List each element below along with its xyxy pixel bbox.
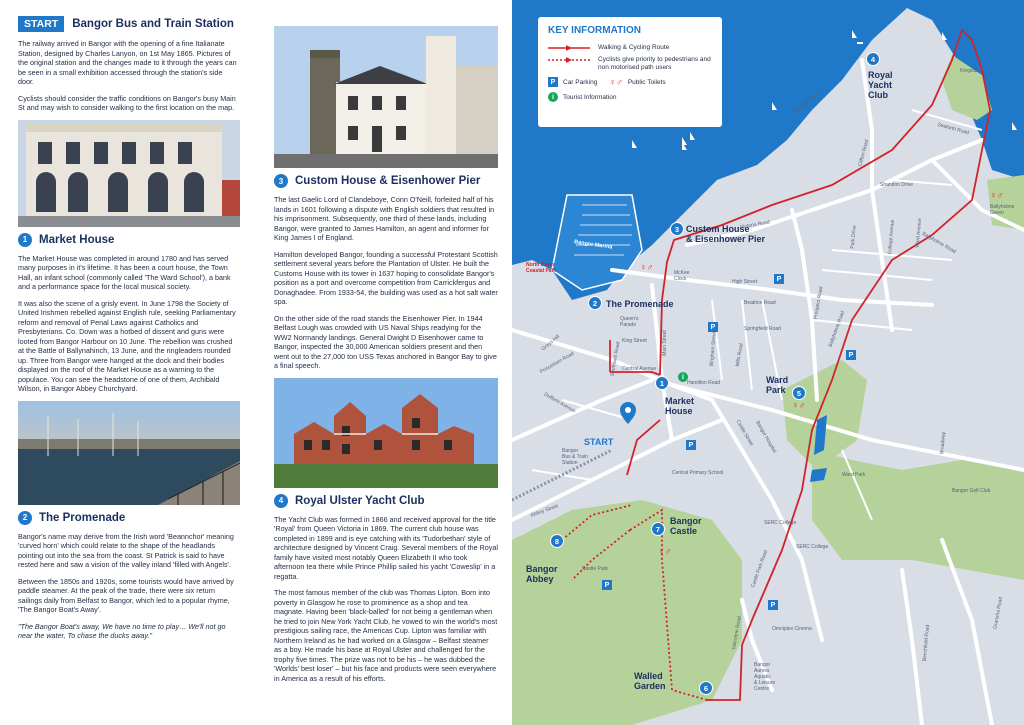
main-street-label: Main Street xyxy=(661,330,668,356)
map-stop-3-label: Custom House & Eisenhower Pier xyxy=(686,224,766,244)
map-stop-4-label: Royal Yacht Club xyxy=(868,70,893,100)
promenade-heading xyxy=(18,511,240,525)
custom-house-photo xyxy=(274,26,498,168)
promenade-photo xyxy=(18,401,240,505)
southwell-road-label: Southwell Road xyxy=(609,341,622,377)
map-stop-3-marker[interactable]: 3 xyxy=(670,222,684,236)
north-down-coastal-path-label: North Down Coastal Path xyxy=(526,262,557,274)
map-toilets-icon: ♀♂ xyxy=(990,190,1004,200)
yacht-club-title: Royal Ulster Yacht Club xyxy=(295,494,425,507)
map-stop-5-label: Ward Park xyxy=(766,375,789,395)
serc-college-label-1: SERC College xyxy=(764,520,797,526)
gransha-road-label: Gransha Road xyxy=(992,596,1005,630)
king-street-label: King Street xyxy=(622,338,647,344)
park-drive-label: Park Drive xyxy=(849,225,858,249)
ballyholme-road-label: Ballyholme Road xyxy=(921,230,957,256)
dufferin-avenue-label: Dufferin Avenue xyxy=(542,391,577,415)
seaforth-road-label: Seaforth Road xyxy=(936,121,970,137)
bangor-hospital-label: Bangor Hospital xyxy=(754,420,778,454)
key-icons-row xyxy=(548,77,712,87)
princetown-road-label: Princetown Road xyxy=(539,350,576,376)
map-stop-6-marker[interactable]: 6 xyxy=(699,681,713,695)
key-shared-label: Cyclists give priority to pedestrians and non motorised path users xyxy=(598,56,711,71)
high-street-label: High Street xyxy=(732,279,758,285)
map-stop-1-label: Market House xyxy=(665,396,695,416)
tourist-info-icon: i xyxy=(548,92,558,102)
start-paragraph-1: The railway arrived in Bangor with the opening of a fine Italianate Station, designed by Charles Lanyon, on 1st May 1865. Pictures of the original station and the changes made to it through the years can be seen in a small exhibition accessed through the station's side door. xyxy=(18,39,237,86)
omniplex-label: Omniplex Cinema xyxy=(772,626,812,632)
map-stop-2-label: The Promenade xyxy=(606,299,674,309)
seacliff-road-label: Seacliff Road xyxy=(793,91,821,115)
column-left xyxy=(0,0,262,725)
parking-icon: P xyxy=(548,77,558,87)
castle-park-road-label: Castle Park Road xyxy=(750,549,770,589)
market-house-heading xyxy=(18,233,240,247)
custom-house-paragraph-3: On the other side of the road stands the Eisenhower Pier. In 1944 Belfast Lough was crowded with US Naval Ships readying for the WW2 Normandy landings. General Dwight D Eisenhower came to Bangor, inspected the 30,000 American soldiers present and then went out to the 27,000 ton USS Texas anchored in Bangor Bay to give a final speech. xyxy=(274,313,497,370)
victoria-road-label: Victoria Road xyxy=(739,219,771,231)
key-information-panel xyxy=(538,17,722,127)
start-badge: START xyxy=(18,16,64,32)
yacht-club-heading xyxy=(274,494,498,508)
route-map xyxy=(512,0,1024,725)
valentine-road-label: Valentine Road xyxy=(731,615,743,651)
route-line-icon xyxy=(548,44,590,52)
map-parking-icon: P xyxy=(768,600,778,610)
start-paragraph-2: Cyclists should consider the traffic conditions on Bangor's busy Main St and may wish to consider walking to the first location on the map. xyxy=(18,93,236,112)
map-stop-7-marker[interactable]: 7 xyxy=(651,522,665,536)
aurora-label: Bangor Aurora Aquatic & Leisure Centre xyxy=(754,662,776,692)
queens-parade-label: Queen's Parade xyxy=(620,316,639,328)
custom-house-title: Custom House & Eisenhower Pier xyxy=(295,175,481,187)
key-parking-label: Car Parking xyxy=(563,78,598,86)
central-primary-label: Central Primary School xyxy=(672,470,724,476)
map-stop-5-marker[interactable]: 5 xyxy=(792,386,806,400)
ward-avenue-label: Ward Avenue xyxy=(914,217,924,249)
map-stop-8-marker[interactable]: 8 xyxy=(550,534,564,548)
map-toilets-icon: ♀♂ xyxy=(640,262,654,272)
castle-park-label: Castle Park xyxy=(582,566,608,572)
key-toilets-label: Public Toilets xyxy=(627,78,666,86)
college-avenue-label: College Avenue xyxy=(886,219,896,255)
key-route-label: Walking & Cycling Route xyxy=(598,44,670,51)
stop-4-badge: 4 xyxy=(274,494,288,508)
toilets-icon: ♀♂ xyxy=(609,77,623,87)
station-label: Bangor Bus & Train Station xyxy=(562,448,588,466)
golf-club xyxy=(812,450,1024,580)
ward-park-small-label: Ward Park xyxy=(842,472,866,478)
springfield-road-label: Springfield Road xyxy=(744,326,781,332)
market-house-title: Market House xyxy=(39,233,115,246)
map-stop-1-marker[interactable]: 1 xyxy=(655,376,669,390)
shared-path-line-icon xyxy=(548,56,590,64)
column-middle xyxy=(262,0,512,725)
castle-street-label: Castle Street xyxy=(734,418,755,448)
ballyholme-road-2-label: Ballyholme Road xyxy=(827,310,847,348)
map-parking-icon: P xyxy=(774,274,784,284)
key-route-row xyxy=(548,44,712,52)
promenade-paragraph-1: Bangor's name may derive from the Irish word 'Beannchor' meaning 'curved horn' which could relate to the shape of the headlands pointing out into the sea from the coast. St Patrick is said to have rested here and saw a vision of the valley inland 'filled with Angels'. xyxy=(18,531,234,569)
map-parking-icon: P xyxy=(686,440,696,450)
map-toilets-icon: ♀♂ xyxy=(792,400,806,410)
custom-house-heading xyxy=(274,174,498,188)
custom-house-paragraph-1: The last Gaelic Lord of Clandeboye, Conn O'Neill, forfeited half of his lands in 1601 following a dispute with English soldiers that resulted in his imprisonment. Subsequently, one third of these lands, including Bangor, were granted to James Hamilton, an agent and informer for King James I of England. xyxy=(274,195,495,242)
key-shared-row xyxy=(548,56,712,72)
key-title: KEY INFORMATION xyxy=(548,25,641,36)
mills-road-label: Mills Road xyxy=(734,342,745,368)
map-parking-icon: P xyxy=(846,350,856,360)
bingham-street-label: Bingham Street xyxy=(708,331,718,367)
broadway-label: Broadway xyxy=(939,431,948,455)
yacht-club-paragraph-2: The most famous member of the club was Thomas Lipton. Born into poverty in Glasgow he rose to prominence as a shop and tea magnate. Having been 'black-balled' for not being a gentleman when he tried to join New York Yacht Club, he vowed to win the world's most prestigious sailing race, the Americas Cup. Lipton was familiar with Northern Ireland as he had worked on a Glasgow – Belfast steamer as a boy. He made his base at Royal Ulster and challenged for the trophy five times. The prize was not to be his – he was dubbed the 'Worlds' best loser' – but his face and products were seen everywhere in America as a result of his efforts. xyxy=(274,588,498,683)
grays-hill-label: Grays Hill xyxy=(540,333,562,353)
key-tourist-label: Tourist Information xyxy=(563,93,617,101)
yacht-club-paragraph-1: The Yacht Club was formed in 1866 and received approval for the title 'Royal' from Queen Victoria in 1869. The current club house was completed in 1899 and is eye catching with its 'Tudorbethan' style of architecture designed by Vincent Craig. Several members of the Royal family have visited most notably Queen Elizabeth II who took afternoon tea there while Prince Phillip sailed his yacht 'Coweslip' in a regatta. xyxy=(274,514,498,581)
map-tourist-info-icon: i xyxy=(678,372,688,382)
beechfield-road-label: Beechfield Road xyxy=(921,624,931,662)
golf-club-label: Bangor Golf Club xyxy=(952,488,991,494)
key-tourist-row xyxy=(548,92,712,102)
central-avenue-label: Central Avenue xyxy=(622,366,657,372)
shandon-drive-label: Shandon Drive xyxy=(880,182,914,188)
kingsland-label: Kingsland xyxy=(960,68,982,74)
clifton-road-label: Clifton Road xyxy=(857,138,871,168)
serc-college-label-2: SERC College xyxy=(796,544,829,550)
map-stop-6-label: Walled Garden xyxy=(634,671,666,691)
promenade-paragraph-2: Between the 1850s and 1920s, some tourists would have arrived by paddle steamer. At the peak of the trade, there were six return sailings daily from Belfast to Bangor, which led to a popular rhyme, 'The Bangor Boat's Away'. xyxy=(18,576,234,614)
promenade-title: The Promenade xyxy=(39,511,126,524)
stop-1-badge: 1 xyxy=(18,233,32,247)
market-house-paragraph-1: The Market House was completed in around 1780 and has served many purposes in it's lifetime. It has been a court house, the Town Hall, an infant school (commonly called 'The Ward School'), a bank and a performance space for the local musical society. xyxy=(18,253,231,291)
yacht-club-photo xyxy=(274,378,498,488)
ballyholme-green-label: Ballyholme Green xyxy=(990,204,1015,216)
beatrice-road-label: Beatrice Road xyxy=(744,300,776,306)
custom-house-paragraph-2: Hamilton developed Bangor, founding a successful Protestant Scottish settlement several years before the Plantation of Ulster. He built the Customs House with its tower in 1637 hoping to consolidate Bangor's position as a port and overcome competition from Carrickfergus and Donaghadee. From 1933-54, the building was used as a hot salt water spa. xyxy=(274,249,498,306)
start-heading xyxy=(18,16,240,32)
map-stop-8-label: Bangor Abbey xyxy=(526,564,558,584)
map-toilets-icon: ♀♂ xyxy=(658,546,672,556)
marina-label: Bangor Marina xyxy=(573,239,613,251)
stop-3-badge: 3 xyxy=(274,174,288,188)
hamilton-road-label: Hamilton Road xyxy=(687,380,721,386)
map-stop-2-marker[interactable]: 2 xyxy=(588,296,602,310)
mckee-clock-label: McKee Clock xyxy=(674,270,690,282)
market-house-paragraph-2: It was also the scene of a grisly event. In June 1798 the Society of United Irishmen rebelled against English rule, seeking Parliamentary reform and removal of Penal Laws against Catholics and Presbyterians. Co. Down was a hotbed of dissent and guns were looted from Bangor Harbour on 10 June. The rebellion was crushed at the Battle of Ballynahinch, 13 June, and the ringleaders rounded up. Three from Bangor were hanged at the dock and their bodies displayed on the roof of the Market House as a warning to the populace. You can see the headstone of one of them, Archibald Wilson, in Bangor Abbey Churchyard. xyxy=(18,298,236,393)
market-house-photo xyxy=(18,120,240,227)
stop-2-badge: 2 xyxy=(18,511,32,525)
map-parking-icon: P xyxy=(708,322,718,332)
map-stop-7-label: Bangor Castle xyxy=(670,516,702,536)
map-start-label: START xyxy=(584,437,614,447)
prospect-road-label: Prospect Road xyxy=(812,286,825,320)
map-parking-icon: P xyxy=(602,580,612,590)
abbey-street-label: Abbey Street xyxy=(529,503,560,519)
map-stop-4-marker[interactable]: 4 xyxy=(866,52,880,66)
start-title: Bangor Bus and Train Station xyxy=(72,18,234,30)
promenade-quote: "The Bangor Boat's away, We have no time to play… We'll not go near the water, To chase the ducks away." xyxy=(18,621,226,640)
